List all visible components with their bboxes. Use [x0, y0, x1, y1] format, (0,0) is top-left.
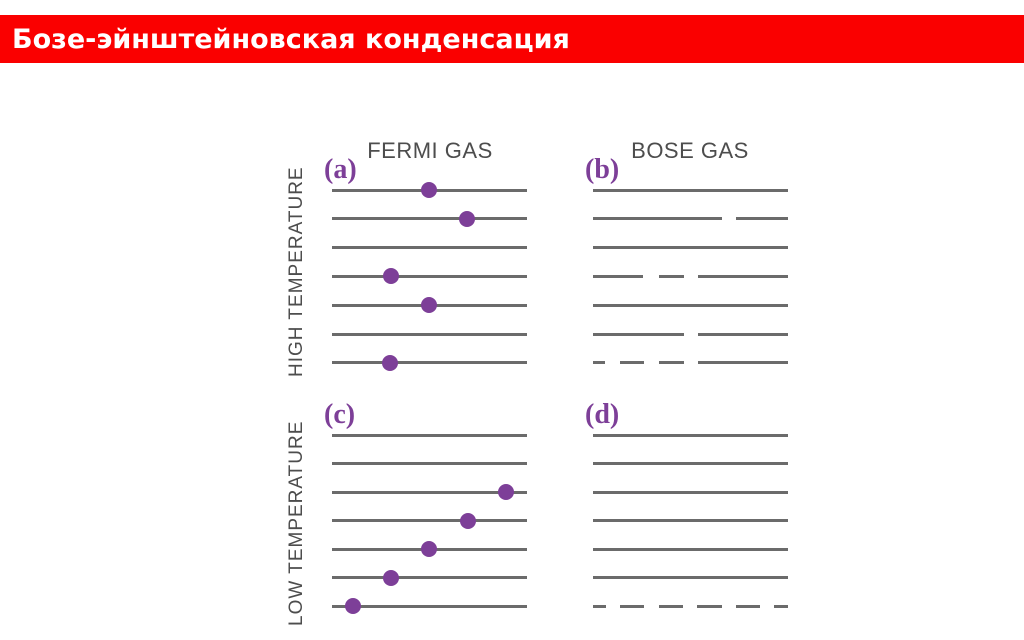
- energy-level-line: [593, 246, 788, 249]
- particle-dot: [421, 182, 437, 198]
- particle-dot: [498, 484, 514, 500]
- energy-level-line: [332, 246, 527, 249]
- particle-dot: [459, 211, 475, 227]
- energy-level-line: [698, 361, 788, 364]
- energy-level-line: [332, 434, 527, 437]
- energy-level-line: [332, 605, 527, 608]
- energy-level-line: [736, 217, 788, 220]
- column-title-bose-gas: BOSE GAS: [631, 138, 749, 163]
- panel-label-a: (a): [324, 154, 357, 185]
- energy-level-line: [332, 217, 527, 220]
- energy-level-line: [774, 605, 788, 608]
- particle-dot: [382, 355, 398, 371]
- energy-level-line: [593, 189, 788, 192]
- slide-title: Бозе-эйнштейновская конденсация: [12, 23, 570, 55]
- particle-dot: [421, 297, 437, 313]
- particle-dot: [383, 268, 399, 284]
- panel-label-b: (b): [585, 154, 620, 185]
- energy-level-line: [697, 605, 721, 608]
- energy-level-line: [593, 462, 788, 465]
- panel-label-c: (c): [324, 399, 356, 430]
- energy-level-line: [332, 519, 527, 522]
- particle-dot: [383, 570, 399, 586]
- row-label-high-temperature: HIGH TEMPERATURE: [286, 166, 307, 377]
- energy-level-line: [620, 605, 644, 608]
- energy-level-line: [620, 361, 644, 364]
- row-label-low-temperature: LOW TEMPERATURE: [286, 420, 307, 626]
- energy-level-line: [332, 275, 527, 278]
- column-title-fermi-gas: FERMI GAS: [367, 138, 493, 163]
- energy-level-line: [593, 491, 788, 494]
- energy-level-line: [332, 576, 527, 579]
- particle-dot: [421, 541, 437, 557]
- energy-level-line: [593, 519, 788, 522]
- energy-level-line: [593, 576, 788, 579]
- energy-level-line: [593, 605, 606, 608]
- panel-label-d: (d): [585, 399, 620, 430]
- energy-level-line: [593, 304, 788, 307]
- energy-level-line: [736, 605, 761, 608]
- energy-level-line: [593, 434, 788, 437]
- particle-dot: [460, 513, 476, 529]
- energy-level-line: [593, 333, 684, 336]
- energy-level-line: [593, 361, 605, 364]
- energy-level-line: [698, 275, 788, 278]
- energy-level-line: [332, 361, 527, 364]
- energy-level-line: [332, 462, 527, 465]
- particle-dot: [345, 598, 361, 614]
- energy-level-line: [659, 605, 684, 608]
- energy-level-line: [698, 333, 788, 336]
- energy-level-line: [659, 361, 684, 364]
- energy-level-line: [593, 275, 643, 278]
- energy-level-line: [332, 333, 527, 336]
- energy-level-line: [659, 275, 684, 278]
- energy-level-line: [593, 217, 722, 220]
- energy-level-line: [593, 548, 788, 551]
